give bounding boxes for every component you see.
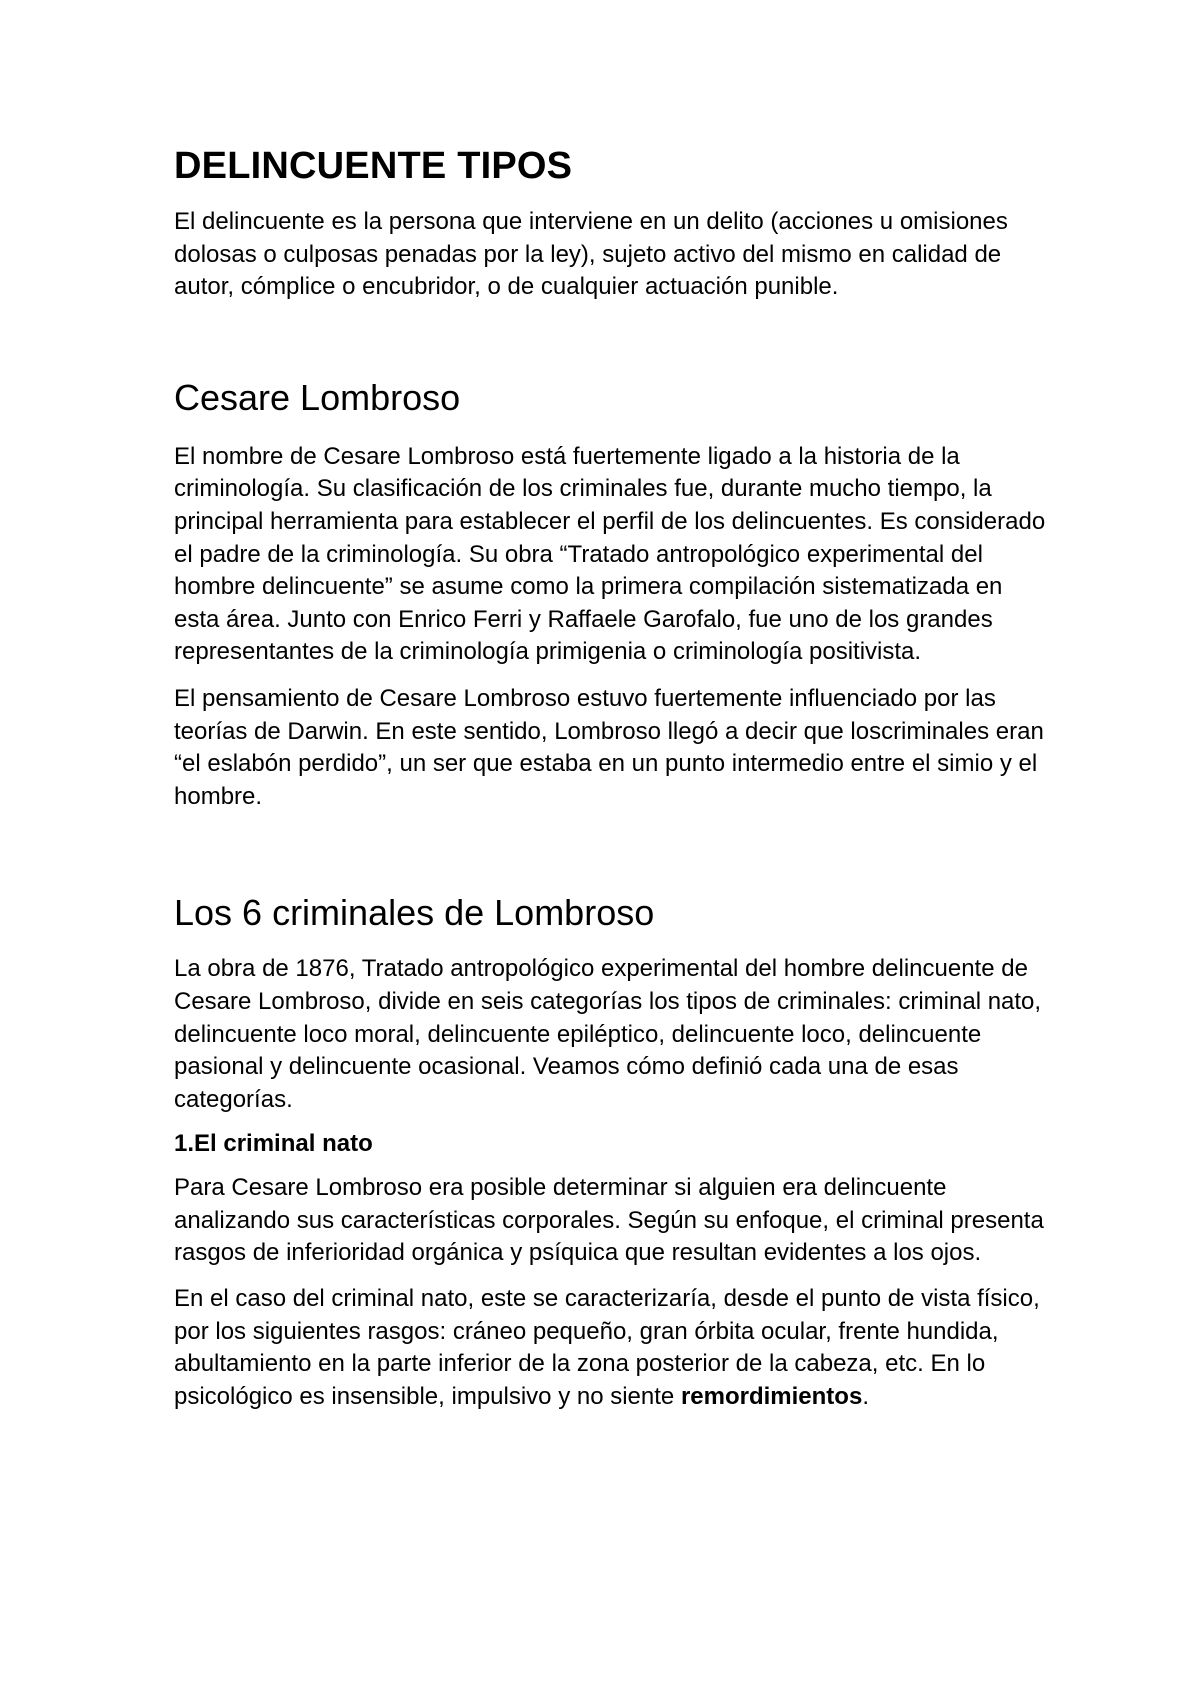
document-body [174, 140, 1054, 1413]
criminal-nato-paragraph-2-text: En el caso del criminal nato, este se caracterizaría, desde el punto de vista físico, por los siguientes rasgos: cráneo pequeño, gran órbita ocular, frente hundida, abultamiento en la parte inferior de la zona posterior de la cabeza, etc. En lo psicológico es insensible, impulsivo y no siente [174, 1285, 1040, 1410]
section-heading-six-criminals: Los 6 criminales de Lombroso [174, 892, 655, 934]
criminal-nato-paragraph-2 [174, 1283, 1054, 1413]
document-title: DELINCUENTE TIPOS [174, 145, 573, 187]
lombroso-paragraph-2: El pensamiento de Cesare Lombroso estuvo fuertemente influenciado por las teorías de Darwin. En este sentido, Lombroso llegó a decir que loscriminales eran “el eslabón perdido”, un ser que estaba en un punto intermedio entre el simio y el hombre. [174, 684, 1044, 810]
subheading-criminal-nato: 1.El criminal nato [174, 1130, 373, 1158]
criminal-nato-paragraph-1: Para Cesare Lombroso era posible determinar si alguien era delincuente analizando sus características corporales. Según su enfoque, el criminal presenta rasgos de inferioridad orgánica y psíquica que resultan evidentes a los ojos. [174, 1174, 1044, 1267]
intro-paragraph: El delincuente es la persona que interviene en un delito (acciones u omisiones dolosas o culposas penadas por la ley), sujeto activo del mismo en calidad de autor, cómplice o encubridor, o de cualquier actuación punible. [174, 208, 1008, 301]
section-heading-lombroso: Cesare Lombroso [174, 376, 461, 418]
paragraph-end-period: . [862, 1382, 869, 1410]
lombroso-paragraph-1: El nombre de Cesare Lombroso está fuertemente ligado a la historia de la criminología. Su clasificación de los criminales fue, durante mucho tiempo, la principal herramienta para establecer el perfil de los delincuentes. Es considerado el padre de la criminología. Su obra “Tratado antropológico experimental del hombre delincuente” se asume como la primera compilación sistematizada en esta área. Junto con Enrico Ferri y Raffaele Garofalo, fue uno de los grandes representantes de la criminología primigenia o criminología positivista. [174, 442, 1046, 666]
six-criminals-paragraph: La obra de 1876, Tratado antropológico experimental del hombre delincuente de Cesare Lombroso, divide en seis categorías los tipos de criminales: criminal nato, delincuente loco moral, delincuente epiléptico, delincuente loco, delincuente pasional y delincuente ocasional. Veamos cómo definió cada una de esas categorías. [174, 955, 1042, 1113]
bold-term-remordimientos: remordimientos [680, 1382, 863, 1410]
